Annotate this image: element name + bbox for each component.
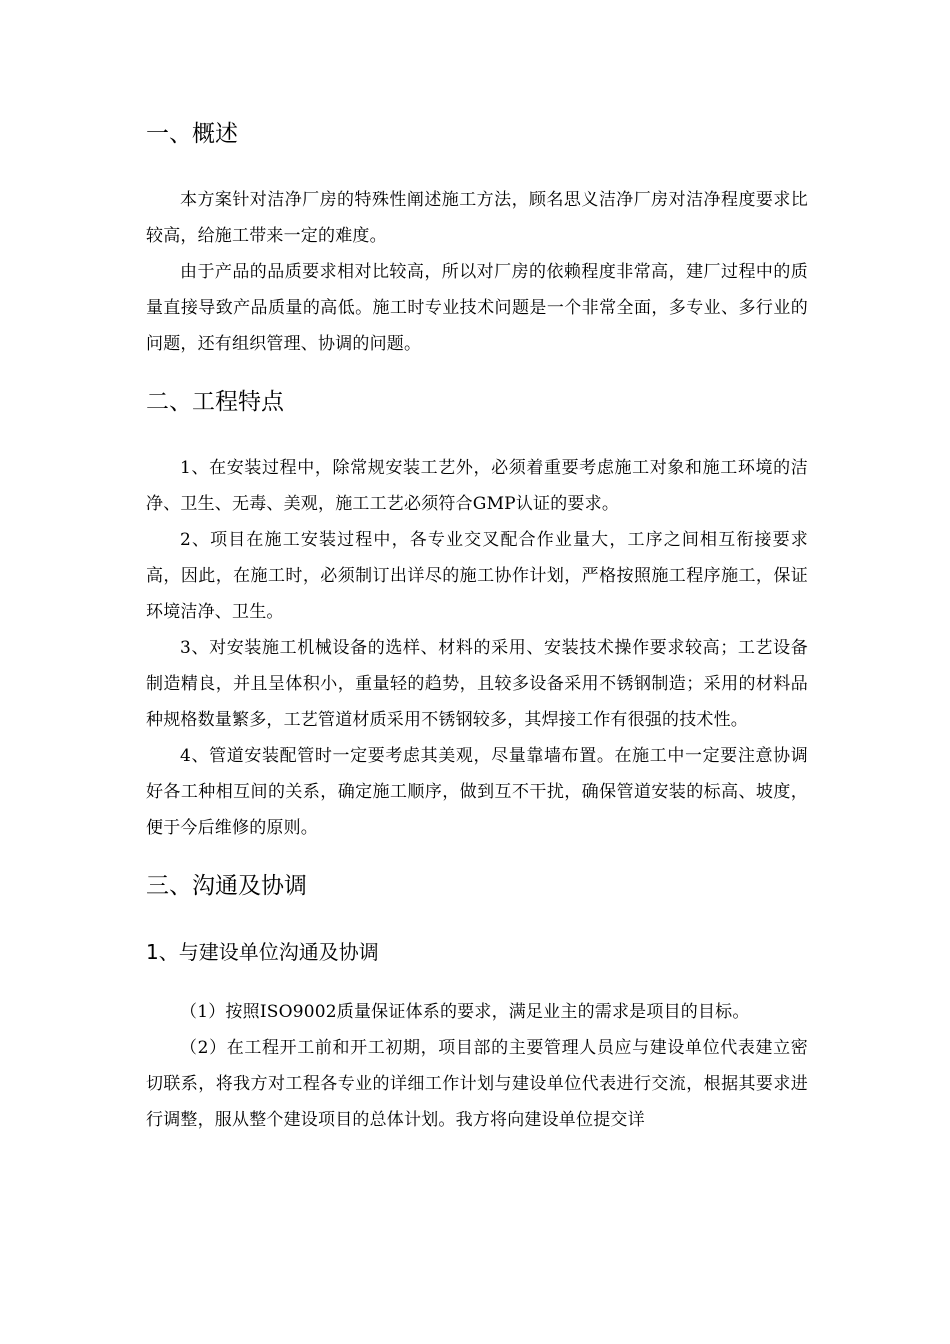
paragraph: 2、项目在施工安装过程中，各专业交叉配合作业量大，工序之间相互衔接要求高，因此，在施工时，必须制订出详尽的施工协作计划，严格按照施工程序施工，保证环境洁净、卫生。 (146, 530, 808, 622)
section-heading-communication: 三、沟通及协调 (146, 873, 307, 899)
paragraph: 3、对安装施工机械设备的选样、材料的采用、安装技术操作要求较高；工艺设备制造精良，并且呈体积小，重量轻的趋势，且较多设备采用不锈钢制造；采用的材料品种规格数量繁多，工艺管道材质采用不锈钢较多，其焊接工作有很强的技术性。 (146, 638, 808, 730)
paragraph: 由于产品的品质要求相对比较高，所以对厂房的依赖程度非常高，建厂过程中的质量直接导致产品质量的高低。施工时专业技术问题是一个非常全面，多专业、多行业的问题，还有组织管理、协调的问题。 (146, 262, 808, 354)
section-heading-features: 二、工程特点 (146, 389, 284, 415)
document-page (146, 112, 808, 1138)
subsection-heading: 1、与建设单位沟通及协调 (146, 940, 379, 964)
section-heading-overview: 一、概述 (146, 121, 238, 147)
paragraph: （2）在工程开工前和开工初期，项目部的主要管理人员应与建设单位代表建立密切联系，将我方对工程各专业的详细工作计划与建设单位代表进行交流，根据其要求进行调整，服从整个建设项目的总体计划。我方将向建设单位提交详 (146, 1038, 808, 1130)
paragraph: （1）按照ISO9002质量保证体系的要求，满足业主的需求是项目的目标。 (180, 1002, 750, 1022)
paragraph: 4、管道安装配管时一定要考虑其美观，尽量靠墙布置。在施工中一定要注意协调好各工种相互间的关系，确定施工顺序，做到互不干扰，确保管道安装的标高、坡度，便于今后维修的原则。 (146, 746, 808, 838)
paragraph: 1、在安装过程中，除常规安装工艺外，必须着重要考虑施工对象和施工环境的洁净、卫生、无毒、美观，施工工艺必须符合GMP认证的要求。 (146, 458, 808, 514)
paragraph: 本方案针对洁净厂房的特殊性阐述施工方法，顾名思义洁净厂房对洁净程度要求比较高，给施工带来一定的难度。 (146, 190, 808, 246)
